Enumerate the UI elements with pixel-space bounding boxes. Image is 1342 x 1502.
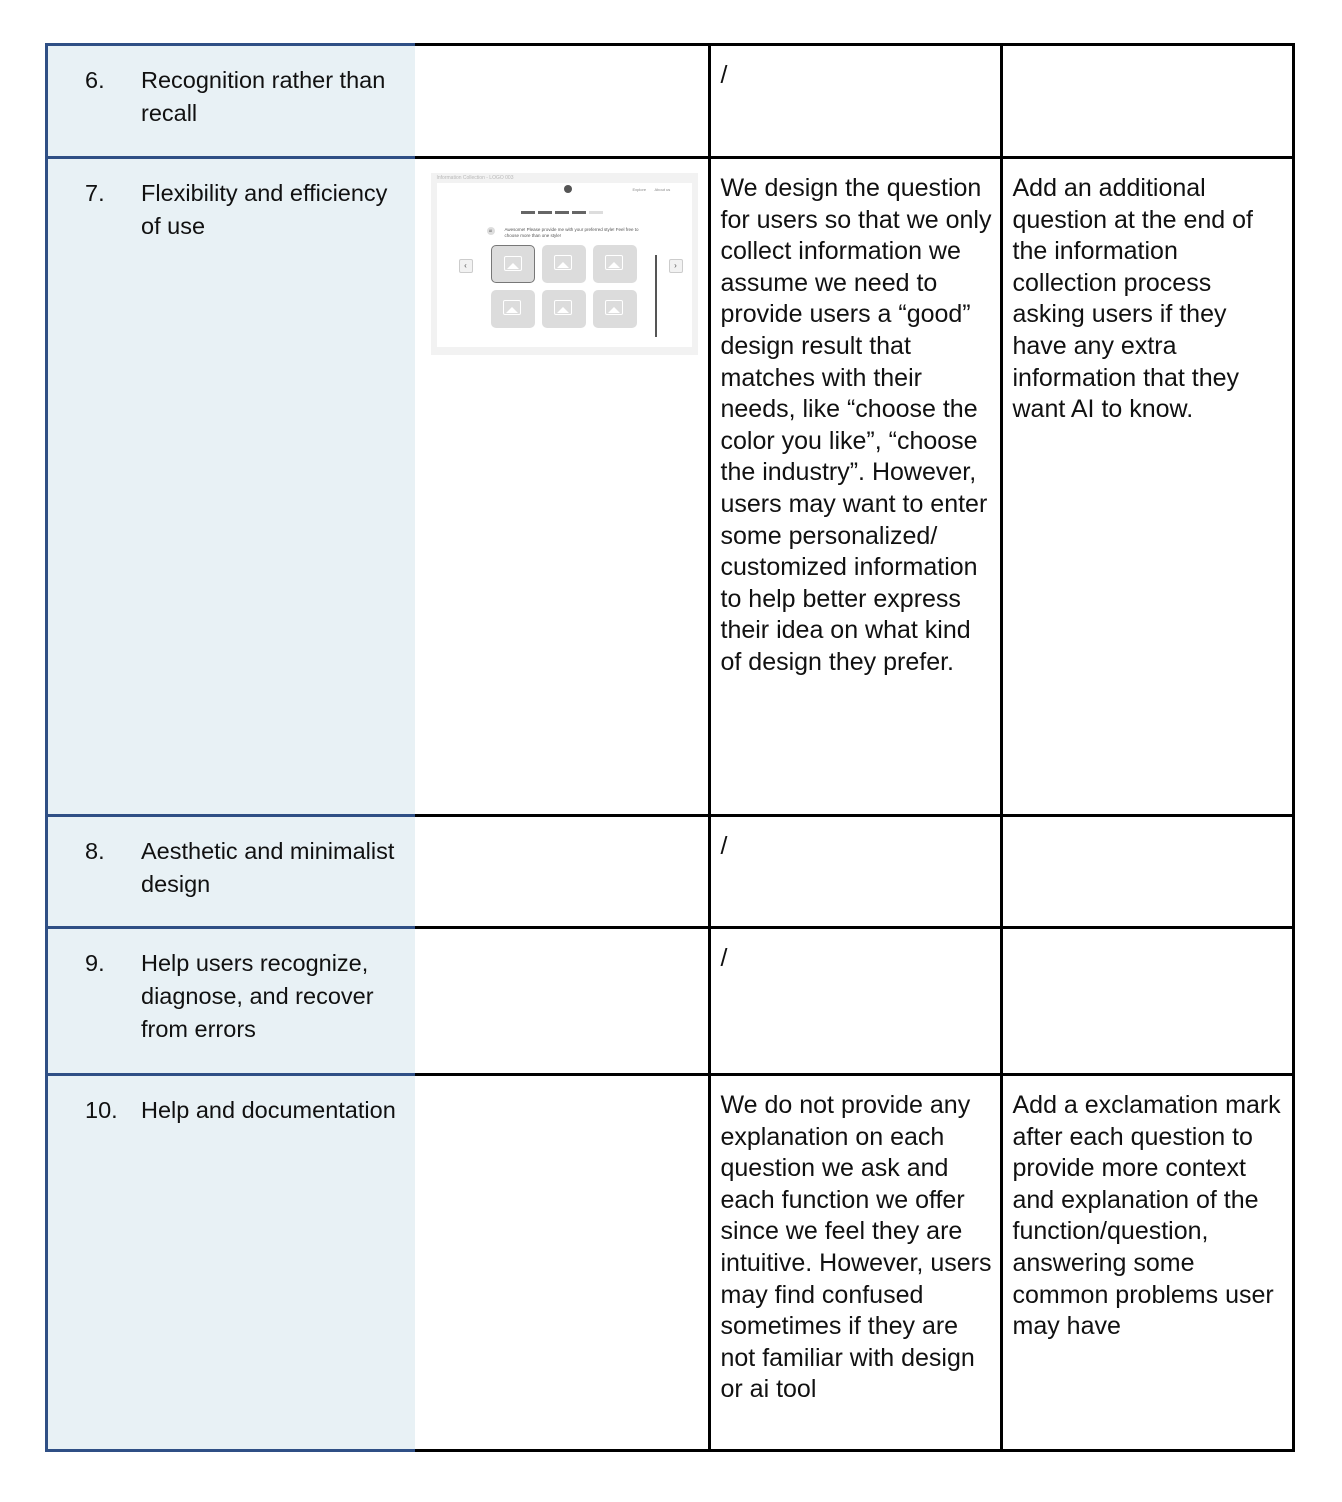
heuristic-label: Help users recognize, diagnose, and recover from errors — [141, 950, 374, 1042]
solution-cell: Add an additional question at the end of the information collection process asking users if they have any extra information that they want AI to know. — [1001, 158, 1293, 816]
image-icon — [554, 300, 572, 315]
heuristic-number: 7. — [85, 180, 105, 206]
image-cell — [415, 928, 710, 1075]
style-tile — [542, 290, 586, 328]
image-cell — [415, 158, 710, 816]
heuristic-number: 8. — [85, 838, 105, 864]
problem-cell: / — [709, 45, 1001, 158]
heuristics-table — [45, 43, 1295, 1452]
image-cell — [415, 816, 710, 928]
image-icon — [554, 255, 572, 270]
style-tile — [491, 290, 535, 328]
mockup-nav-about: About us — [654, 187, 671, 192]
scrollbar — [655, 255, 657, 337]
image-cell — [415, 1075, 710, 1451]
solution-cell — [1001, 928, 1293, 1075]
style-tile — [593, 290, 637, 328]
progress-step — [572, 211, 586, 214]
style-tile — [491, 245, 535, 283]
progress-steps — [521, 211, 603, 214]
heuristic-label: Aesthetic and minimalist design — [141, 838, 395, 897]
progress-step — [589, 211, 603, 214]
mockup-message: Awesome! Please provide me with your preferred style! Feel free to choose more than one style! — [504, 227, 639, 238]
table-row — [47, 158, 1294, 816]
heuristic-label: Flexibility and efficiency of use — [141, 180, 388, 239]
heuristic-cell — [47, 928, 415, 1075]
table-row — [47, 816, 1294, 928]
table-row — [47, 928, 1294, 1075]
problem-cell: We do not provide any explanation on each question we ask and each function we offer since we feel they are intuitive. However, users may find confused sometimes if they are not familiar with design or ai tool — [709, 1075, 1001, 1451]
progress-step — [538, 211, 552, 214]
heuristic-number: 10. — [85, 1097, 118, 1123]
progress-step — [555, 211, 569, 214]
mockup-nav-explore: Explore — [632, 187, 647, 192]
heuristic-number: 6. — [85, 67, 105, 93]
table-row — [47, 45, 1294, 158]
image-icon — [503, 300, 521, 315]
chevron-left-icon: ‹ — [459, 259, 473, 273]
problem-cell: / — [709, 816, 1001, 928]
image-cell — [415, 45, 710, 158]
problem-cell: We design the question for users so that we only collect information we assume we need to provide users a “good” design result that matches with their needs, like “choose the color you like”, “choose the industry”. However, users may want to enter some personalized/ customized information to help better express their idea on what kind of design they prefer. — [709, 158, 1001, 816]
style-grid — [491, 245, 637, 328]
image-icon — [504, 256, 522, 271]
heuristic-label: Help and documentation — [141, 1097, 396, 1123]
style-tile — [593, 245, 637, 283]
mockup-caption: Information Collection - LOGO 003 — [436, 175, 514, 181]
image-icon — [605, 300, 623, 315]
progress-step — [521, 211, 535, 214]
table-row — [47, 1075, 1294, 1451]
heuristic-cell — [47, 45, 415, 158]
ai-avatar-icon: AI — [487, 227, 495, 235]
problem-cell: / — [709, 928, 1001, 1075]
solution-cell — [1001, 45, 1293, 158]
style-tile — [542, 245, 586, 283]
heuristic-number: 9. — [85, 950, 105, 976]
wireframe-screenshot — [431, 173, 698, 355]
image-icon — [605, 255, 623, 270]
heuristic-label: Recognition rather than recall — [141, 67, 386, 126]
mockup-canvas — [437, 183, 692, 347]
heuristic-cell — [47, 158, 415, 816]
chevron-right-icon: › — [669, 259, 683, 273]
solution-cell: Add a exclamation mark after each question to provide more context and explanation of the function/question, answering some common problems user may have — [1001, 1075, 1293, 1451]
solution-cell — [1001, 816, 1293, 928]
heuristic-cell — [47, 1075, 415, 1451]
heuristic-cell — [47, 816, 415, 928]
logo-icon — [564, 185, 572, 193]
